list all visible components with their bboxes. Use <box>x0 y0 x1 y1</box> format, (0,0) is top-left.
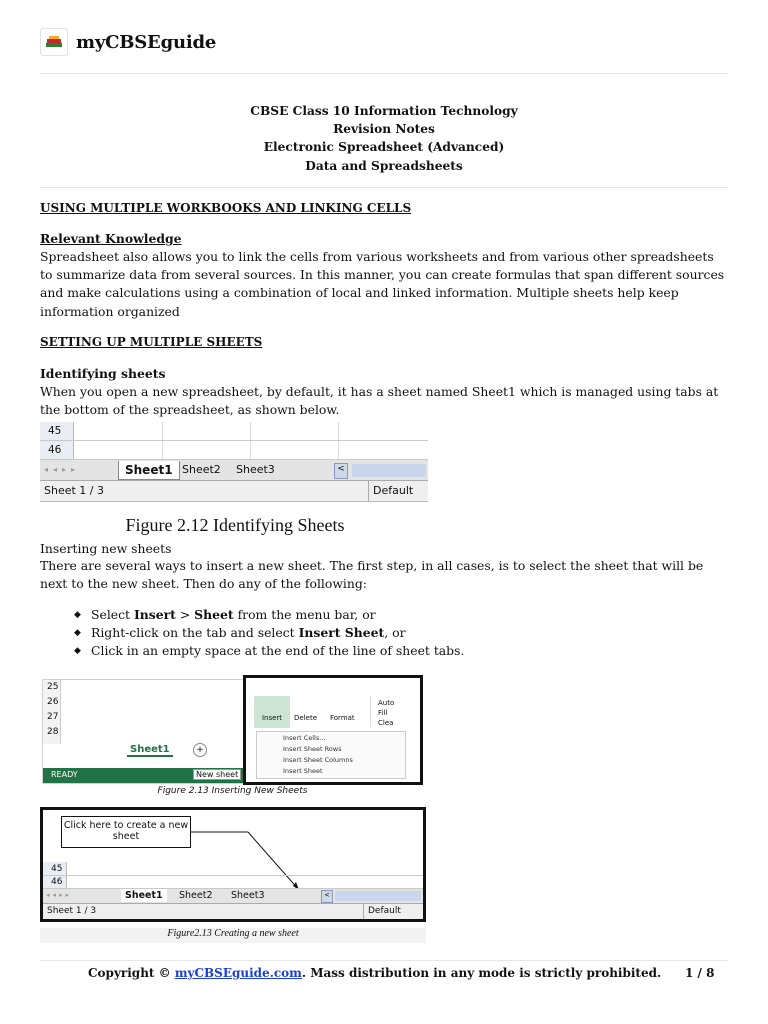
row-number: 25 <box>47 682 59 692</box>
ribbon-fill[interactable]: Fill <box>378 709 388 717</box>
ribbon-clear[interactable]: Clea <box>378 719 394 727</box>
figure-creating-new-sheet <box>40 807 426 922</box>
horizontal-scrollbar[interactable] <box>352 464 426 477</box>
ribbon-delete-button[interactable]: Delete <box>294 714 317 722</box>
figure-identifying-sheets <box>40 419 428 503</box>
new-sheet-tooltip: New sheet <box>193 769 241 780</box>
status-bar <box>40 481 428 502</box>
status-sheet-count: Sheet 1 / 3 <box>44 484 104 497</box>
label-inserting-new-sheets: Inserting new sheets <box>40 541 172 556</box>
row-number: 45 <box>40 422 74 440</box>
tab-sheet1[interactable]: Sheet1 <box>118 461 180 480</box>
grid-row <box>43 862 423 876</box>
ribbon-format-button[interactable]: Format <box>330 714 355 722</box>
tab-sheet1[interactable]: Sheet1 <box>127 744 173 757</box>
figure-caption-creating-new-sheet: Figure2.13 Creating a new sheet <box>40 928 426 943</box>
excel-sheet-view <box>42 679 249 784</box>
ribbon-autosum[interactable]: Auto <box>378 699 395 707</box>
page-number: 1 / 8 <box>685 966 715 980</box>
header-divider <box>40 73 728 74</box>
status-style: Default <box>368 481 417 501</box>
add-sheet-plus-icon[interactable]: + <box>193 743 207 757</box>
tab-scroll-arrows-icon[interactable]: ◂◂▸▸ <box>44 465 81 474</box>
row-number: 46 <box>43 876 67 888</box>
insert-dropdown-menu <box>256 731 406 779</box>
figure-caption-inserting-new-sheets: Figure 2.13 Inserting New Sheets <box>157 786 308 796</box>
title-line-1: CBSE Class 10 Information Technology <box>250 104 518 118</box>
horizontal-scrollbar[interactable] <box>335 891 421 901</box>
list-item: ◆ Click in an empty space at the end of the line of sheet tabs. <box>40 642 730 660</box>
site-header <box>40 26 216 58</box>
grid-row <box>43 876 423 889</box>
tab-scroll-arrows-icon[interactable]: ◂◂▸▸ <box>46 891 73 899</box>
row-number: 46 <box>40 441 74 459</box>
paragraph-relevant-knowledge: Spreadsheet also allows you to link the cells from various worksheets and from various other spreadsheets to summarize data from several sources. In this manner, you can create formulas that span different sources and make calculations using a combination of local and linked information. Multiple sheets help keep information organized <box>40 249 725 319</box>
tab-sheet2[interactable]: Sheet2 <box>179 890 213 901</box>
title-line-2: Revision Notes <box>333 122 435 137</box>
bullet-diamond-icon: ◆ <box>74 610 81 620</box>
callout-box: Click here to create a new sheet <box>61 816 191 848</box>
scroll-left-icon[interactable]: < <box>334 463 348 479</box>
scroll-left-icon[interactable]: < <box>321 890 333 903</box>
site-link[interactable]: myCBSEguide.com <box>174 966 302 980</box>
status-ready: READY <box>51 770 78 779</box>
figure-inserting-new-sheets <box>40 675 425 800</box>
section-heading-linking: USING MULTIPLE WORKBOOKS AND LINKING CELLS <box>40 201 412 215</box>
row-number: 26 <box>47 697 59 707</box>
status-bar <box>43 904 423 919</box>
tab-sheet3[interactable]: Sheet3 <box>236 463 275 476</box>
grid-row <box>40 441 428 460</box>
section-heading-multiple-sheets: SETTING UP MULTIPLE SHEETS <box>40 335 263 349</box>
tab-sheet3[interactable]: Sheet3 <box>231 890 265 901</box>
sheet-tab-bar <box>43 889 423 904</box>
paragraph-identifying-sheets: When you open a new spreadsheet, by default, it has a sheet named Sheet1 which is managed using tabs at the bottom of the spreadsheet, as shown below. <box>40 384 719 418</box>
book-stack-icon <box>40 28 68 56</box>
row-number: 28 <box>47 727 59 737</box>
copyright-text: Copyright © <box>88 966 175 980</box>
subheading-relevant-knowledge: Relevant Knowledge <box>40 231 182 246</box>
row-number: 27 <box>47 712 59 722</box>
list-item: ◆ Right-click on the tab and select Insert Sheet, or <box>40 624 730 642</box>
figure-caption-identifying-sheets: Figure 2.12 Identifying Sheets <box>125 515 345 535</box>
document-title-block <box>40 102 728 175</box>
menu-insert-cells[interactable]: Insert Cells... <box>283 734 326 742</box>
status-style: Default <box>363 904 405 919</box>
title-line-3: Electronic Spreadsheet (Advanced) <box>263 140 505 155</box>
paragraph-inserting-new-sheets: There are several ways to insert a new sheet. The first step, in all cases, is to select the sheet that will be next to the new sheet. Then do any of the following: <box>40 558 704 592</box>
bullet-diamond-icon: ◆ <box>74 646 81 657</box>
menu-insert-sheet[interactable]: Insert Sheet <box>283 767 323 775</box>
brand-name[interactable]: myCBSEguide <box>76 31 217 53</box>
tab-sheet1[interactable]: Sheet1 <box>121 889 167 902</box>
bullet-list <box>40 606 730 661</box>
menu-insert-sheet-columns[interactable]: Insert Sheet Columns <box>283 756 353 764</box>
status-sheet-count: Sheet 1 / 3 <box>47 906 97 916</box>
grid-row <box>40 422 428 441</box>
row-number: 45 <box>43 862 67 875</box>
title-divider <box>40 187 728 188</box>
bullet-diamond-icon: ◆ <box>74 628 81 639</box>
copyright-notice: . Mass distribution in any mode is strictly prohibited. <box>301 966 662 980</box>
tab-sheet2[interactable]: Sheet2 <box>182 463 221 476</box>
ribbon-insert-menu <box>243 675 423 785</box>
excel-status-bar <box>43 768 248 783</box>
ribbon-insert-button[interactable]: Insert <box>254 696 290 728</box>
title-line-4: Data and Spreadsheets <box>305 158 463 173</box>
subheading-identifying-sheets: Identifying sheets <box>40 366 166 381</box>
list-item: ◆ Select Insert > Sheet from the menu bar, or <box>40 606 730 624</box>
menu-insert-sheet-rows[interactable]: Insert Sheet Rows <box>283 745 342 753</box>
sheet-tab-bar <box>40 460 428 481</box>
footer-divider <box>40 960 728 961</box>
